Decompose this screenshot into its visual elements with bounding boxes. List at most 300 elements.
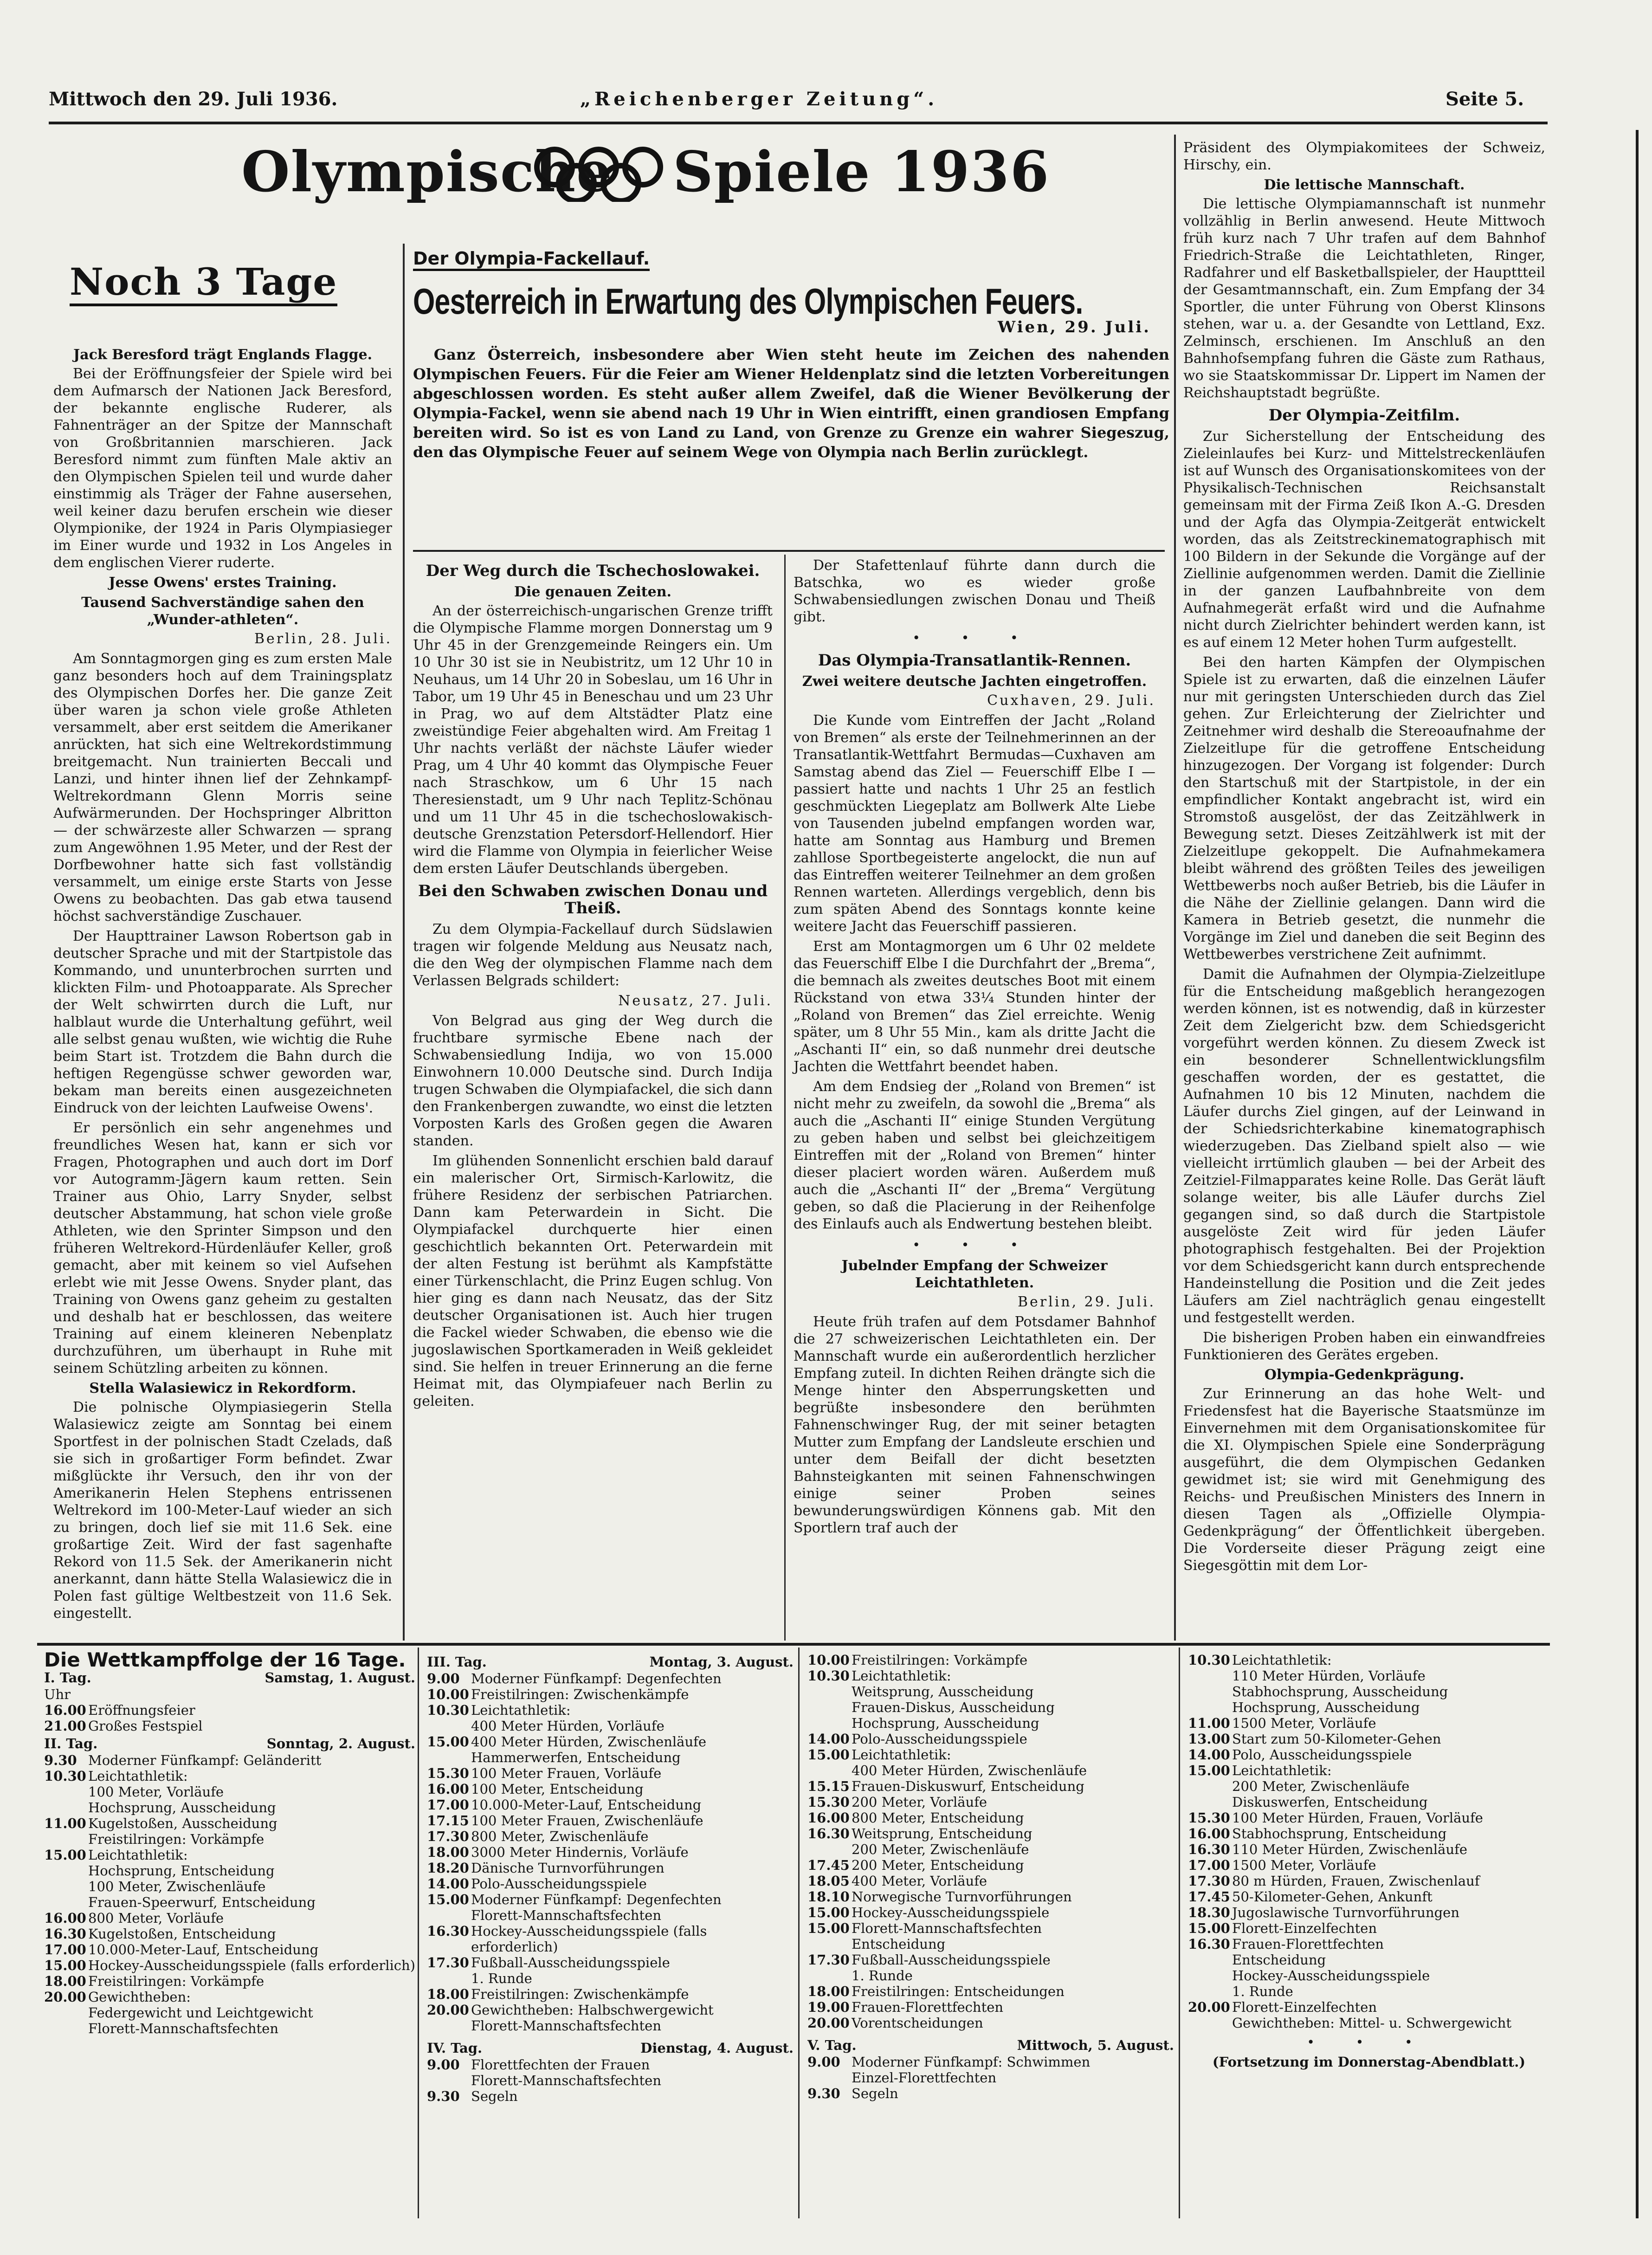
schedule-entry [44,1926,415,1942]
schedule-time: 17.00 [1188,1857,1230,1873]
schedule-event: 110 Meter Hürden, Vorläufe [1232,1668,1426,1684]
schedule-entry [1188,1936,1550,1952]
schedule-entry [427,1907,794,1923]
schedule-entry [44,2021,415,2036]
schedule-event: Freistilringen: Zwischenkämpfe [471,1686,689,1702]
schedule-event: Leichtathletik: [471,1702,571,1718]
schedule-event: Leichtathletik: [1232,1763,1332,1778]
schedule-time: 18.30 [1188,1905,1230,1920]
schedule-entry [1188,1794,1550,1810]
schedule-time: 9.00 [427,1671,460,1686]
schedule-entry [427,2002,794,2018]
header-page-number: Seite 5. [1446,88,1524,110]
schedule-entry [807,1794,1174,1810]
schedule-event: 100 Meter Frauen, Zwischenläufe [471,1813,703,1829]
schedule-entry [807,1857,1174,1873]
schedule-event: Diskuswerfen, Entscheidung [1232,1794,1428,1810]
transatlantic-paragraph-1: Die Kunde vom Eintreffen der Jacht „Roland von Bremen“ als erste der Teilnehmerinnen an der Transatlantik-Wettfahrt Bermudas—Cuxhaven am Samstag abend das Ziel — Feuerschiff Elbe I — passiert hatte und nachts 1 Uhr 25 an festlich geschmückten Liegeplatz am Bollwerk Alte Liebe von Tausenden jubelnd empfangen worden war, hatte am Sonntag aus Hamburg und Bremen zahllose Sportbegeisterte angelockt, die nun auf das Eintreffen weiterer Teilnehmer an dem großen Rennen warteten. Allerdings vergeblich, denn bis zum späten Abend des Sonntags konnte keine weitere Jacht das Feuerschiff passieren. [794,712,1155,935]
schedule-event: Hochsprung, Ausscheidung [852,1715,1039,1731]
schedule-entry [44,1800,415,1816]
czech-route-title: Der Weg durch die Tschechoslowakei. [426,562,760,580]
schedule-time: 16.30 [427,1923,469,1939]
schedule-entry [1188,1699,1550,1715]
banner-title-left: Olympische [241,139,613,205]
schedule-time: 15.00 [807,1747,850,1763]
schedule-entry [427,1844,794,1860]
schedule-entry [44,1910,415,1926]
schedule-time: 18.05 [807,1873,850,1889]
schedule-time: 15.00 [807,1920,850,1936]
schedule-time: 9.00 [807,2054,840,2070]
schedule-entry [1188,2015,1550,2031]
owens-paragraph-3: Er persönlich ein sehr angenehmes und freundliches Wesen hat, kann er sich vor Fragen, Photographen und auch dort im Dorf vor Autogramm-Jägern kaum retten. Sein Trainer aus Ohio, Larry Snyder, selbst deutscher Abstammung, hat schon viele große Athleten, wie den Sprinter Simpson und den früheren Weltrekord-Hürdenläufer Keller, groß gemacht, aber mit keinem so viel Aufsehen erlebt wie mit Jesse Owens. Snyder plant, das Training von Owens ganz geheim zu gestalten und deshalb hat er beschlossen, das weitere Training auf einem kleineren Nebenplatz durchzuführen, um überhaupt in Ruhe mit seinem Schützling arbeiten zu können. [53,1120,392,1376]
schedule-column-4 [1188,1652,1550,2070]
schedule-event: Moderner Fünfkampf: Degenfechten [471,1671,722,1686]
schedule-entry [807,1999,1174,2015]
schedule-entry [427,1813,794,1829]
schedule-event: 400 Meter Hürden, Zwischenläufe [471,1734,707,1750]
schedule-entry [427,1734,794,1750]
schedule-time: 16.00 [807,1810,850,1826]
schedule-time: 10.00 [427,1686,469,1702]
schedule-event: Norwegische Turnvorführungen [852,1889,1072,1905]
schedule-entry [427,1702,794,1718]
schedule-time: 16.30 [1188,1936,1230,1952]
lead-rule [413,550,1165,552]
schedule-time: 18.00 [427,1844,469,1860]
schedule-event: Florettfechten der Frauen [471,2057,650,2073]
schedule-time: 17.30 [807,1952,850,1968]
schedule-entry [427,1986,794,2002]
schedule-event: Hochsprung, Ausscheidung [88,1800,276,1816]
schedule-time: 17.45 [807,1857,850,1873]
latvian-title: Die lettische Mannschaft. [1264,177,1465,193]
swabians-paragraph-1: Von Belgrad aus ging der Weg durch die fruchtbare syrmische Ebene nach der Schwabensiedlung Indija, wo von 15.000 Einwohnern 10.000 Deutsche sind. Durch Indija trugen Schwaben die Olympiafackel, die sich dann den Frankenbergen zuwandte, wo einst die letzten Vorposten Karls des Großen gegen die Awaren standen. [413,1013,773,1149]
schedule-entry [1188,1778,1550,1794]
schedule-entry [44,1718,415,1734]
schedule-event: Freistilringen: Zwischenkämpfe [471,1986,689,2002]
schedule-entry [807,1778,1174,1794]
schedule-continuation-note: (Fortsetzung im Donnerstag-Abendblatt.) [1212,2054,1526,2070]
schedule-entry [427,1829,794,1844]
czech-route-text: An der österreichisch-ungarischen Grenze trifft die Olympische Flamme morgen Donnerstag um 9 Uhr 45 in der Grenzgemeinde Reingers ein. Um 10 Uhr 30 ist sie in Neubistritz, um 12 Uhr 10 in Neuhaus, um 14 Uhr 20 in Sobeslau, um 16 Uhr in Tabor, um 19 Uhr 45 in Beneschau und um 23 Uhr in Prag, wo auf dem Altstädter Platz eine zweistündige Feier abgehalten wird. Am Freitag 1 Uhr nachts verläßt der nächste Läufer wieder Prag, um 4 Uhr 40 kommt das Olympische Feuer nach Straschkow, um 6 Uhr 15 nach Theresienstadt, um 9 Uhr nach Teplitz-Schönau und um 11 Uhr 45 in die tschechoslowakisch-deutsche Grenzstation Petersdorf-Hellendorf. Hier wird die Flamme von Olympia in feierlicher Weise dem ersten Läufer Deutschlands übergeben. [413,603,773,877]
timefilm-paragraph-4: Die bisherigen Proben haben ein einwandfreies Funktionieren des Gerätes ergeben. [1183,1330,1545,1363]
schedule-rows [807,2054,1174,2101]
schedule-event: Segeln [852,2086,898,2101]
schedule-event: Start zum 50-Kilometer-Gehen [1232,1731,1441,1747]
schedule-entry [1188,1731,1550,1747]
schedule-event: Hockey-Ausscheidungsspiele [1232,1968,1430,1984]
schedule-event: Hockey-Ausscheidungsspiele (falls erforderlich) [88,1958,415,1973]
schedule-entry [44,1784,415,1800]
schedule-time [44,1800,88,1816]
transatlantic-paragraph-3: Am dem Endsieg der „Roland von Bremen“ ist nicht mehr zu zweifeln, da sowohl die „Brema“ als auch die „Aschanti II“ einige Stunden Vergütung zu geben haben und selbst bei gleichzeitigem Eintreffen mit der „Roland von Bremen“ hinter dieser placiert worden wären. Außerdem muß auch die „Aschanti II“ der „Brema“ Vergütung geben, so daß die Placierung in der Reihenfolge des Einlaufs auch als Endwertung bestehen bleibt. [794,1079,1155,1232]
owens-paragraph-1: Am Sonntagmorgen ging es zum ersten Male ganz besonders hoch auf dem Trainingsplatz des Olympischen Dorfes her. Die ganze Zeit über waren ja schon viele große Athleten versammelt, aber erst seitdem die Amerikaner anrückten, hat sich eine Weltrekordstimmung breitgemacht. Nun trainierten Beccali und Lanzi, und hinter ihnen lief der Zehnkampf-Weltrekordmann Glenn Morris seine Aufwärmerunden. Der Hochspringer Albritton — der schwärzeste aller Schwarzen — sprang zum Angewöhnen 1.95 Meter, und der Rest der Dorfbewohner hatte sich fast vollständig versammelt, um einige erste Starts von Jesse Owens zu beobachten. Das gab etwa tausend höchst sachverständige Zuschauer. [53,651,392,924]
schedule-time: 20.00 [44,1989,86,2005]
header-rule [49,122,1548,124]
schedule-time [1188,1668,1232,1684]
schedule-event: 1500 Meter, Vorläufe [1232,1857,1376,1873]
schedule-time [1188,2015,1232,2031]
timefilm-paragraph-3: Damit die Aufnahmen der Olympia-Zielzeitlupe für die Entscheidung maßgeblich herangezogen werden können, ist es notwendig, daß in kürzester Zeit dem Zielgericht bzw. dem Schiedsgericht vorgeführt werden können. Zu diesem Zweck ist ein besonderer Schnellentwicklungsfilm geschaffen worden, der es gestattet, die Aufnahmen 10 bis 12 Minuten, nachdem die Läufer durchs Ziel gingen, auf der Leinwand in der Schiedsrichterkabine kinematographisch wiederzugeben. Das Zielband spielt also — wie vielleicht irrtümlich glauben — bei der Arbeit des Zeitziel-Filmapparates keine Rolle. Das Gerät läuft solange weiter, bis alle Läufer durchs Ziel gegangen sind, so daß durch die Startpistole ausgelöste Zeit wird für jeden Läufer photographisch festgehalten. Bei der Projektion vor dem Schiedsgericht kann durch entsprechende Handeinstellung die Position und die Zeit jedes Läufers am Ziel nachträglich genau eingestellt und festgestellt werden. [1183,966,1545,1326]
schedule-time: 10.30 [44,1768,86,1784]
schedule-time: 15.15 [807,1778,850,1794]
transatlantic-subtitle: Zwei weitere deutsche Jachten eingetroffen. [802,673,1147,690]
schedule-entry [1188,1920,1550,1936]
transatlantic-title: Das Olympia-Transatlantik-Rennen. [818,651,1131,670]
schedule-entry [807,1684,1174,1699]
schedule-entry [427,1686,794,1702]
schedule-time: 16.30 [1188,1841,1230,1857]
schedule-event: 100 Meter Frauen, Vorläufe [471,1765,662,1781]
schedule-entry [1188,1841,1550,1857]
schedule-event: Hochsprung, Entscheidung [88,1863,275,1879]
schedule-event: 200 Meter, Zwischenläufe [852,1841,1029,1857]
schedule-event: Polo, Ausscheidungsspiele [1232,1747,1412,1763]
schedule-entry [427,2057,794,2073]
schedule-event: Florett-Mannschaftsfechten [471,2018,661,2034]
schedule-entry [44,1863,415,1879]
schedule-event: 800 Meter, Entscheidung [852,1810,1024,1826]
schedule-time: 21.00 [44,1718,86,1734]
owens-dateline: Berlin, 28. Juli. [254,631,392,647]
swabians-paragraph-2: Im glühenden Sonnenlicht erschien bald darauf ein malerischer Ort, Sirmisch-Karlowitz, die frühere Residenz der serbischen Patriarchen. Dann kam Peterwardein in Sicht. Die Olympiafackel durchquerte hier einen geschichtlich bekannten Ort. Peterwardein mit der alten Festung ist berühmt als Kampfstätte einer Türkenschlacht, die Prinz Eugen schlug. Von hier ging es dann nach Neusatz, das der Sitz deutscher Organisationen ist. Auch hier trugen die Fackel wieder Schwaben, die ebenso wie die jugoslawischen Sportkameraden in Weiß gekleidet sind. Sie helfen in treuer Erinnerung an die ferne Heimat mit, das Olympiafeuer nach Berlin zu geleiten. [413,1153,773,1409]
schedule-entry [427,1876,794,1892]
schedule-time: 18.20 [427,1860,469,1876]
schedule-event: 1. Runde [1232,1984,1293,1999]
schedule-event: Entscheidung [852,1936,946,1952]
schedule-entry [427,1671,794,1686]
schedule-time: 16.00 [44,1910,86,1926]
coinage-title: Olympia-Gedenkprägung. [1264,1367,1465,1383]
schedule-event: Weitsprung, Ausscheidung [852,1684,1034,1699]
swabians-title: Bei den Schwaben zwischen Donau und Theiß. [418,882,768,918]
schedule-event: 3000 Meter Hindernis, Vorläufe [471,1844,689,1860]
owens-title: Jesse Owens' erstes Training. [109,575,337,591]
schedule-event: Freistilringen: Entscheidungen [852,1984,1065,1999]
schedule-event: Kugelstoßen, Entscheidung [88,1926,276,1942]
schedule-entry [1188,1684,1550,1699]
schedule-time: 20.00 [807,2015,850,2031]
schedule-time: 18.00 [807,1984,850,1999]
schedule-time [1188,1684,1232,1699]
schedule-entry [44,1702,415,1718]
separator-stars: • • • [912,630,1037,646]
schedule-time [807,2070,852,2086]
column-divider [403,244,405,1641]
schedule-time: 17.30 [1188,1873,1230,1889]
schedule-time [1188,1968,1232,1984]
schedule-event: Hockey-Ausscheidungsspiele [852,1905,1050,1920]
schedule-day-1: I. Tag. Samstag, 1. August. [44,1670,415,1686]
schedule-entry [807,1652,1174,1668]
schedule-column-2 [427,1652,794,2104]
schedule-rows [44,1702,415,1734]
schedule-entry [807,1905,1174,1920]
schedule-time: 9.30 [427,2088,460,2104]
schedule-entry [1188,1652,1550,1668]
schedule-entry [1188,1668,1550,1684]
relay-continuation: Der Stafettenlauf führte dann durch die Batschka, wo es wieder große Schwabensiedlungen zwischen Donau und Theiß gibt. [794,557,1155,625]
schedule-rows [427,1671,794,2034]
schedule-event: Polo-Ausscheidungsspiele [471,1876,647,1892]
schedule-time [44,1784,88,1800]
schedule-time: 16.30 [44,1926,86,1942]
schedule-entry [1188,1826,1550,1841]
schedule-time: 11.00 [44,1816,86,1831]
schedule-time [807,1841,852,1857]
schedule-event: Florett-Mannschaftsfechten [852,1920,1042,1936]
swiss-text: Heute früh trafen auf dem Potsdamer Bahnhof die 27 schweizerischen Leichtathleten ein. Der Mannschaft wurde ein außerordentlich herzlicher Empfang zuteil. In dichten Reihen drängte sich die Menge hinter den Absperrungsketten und begrüßte insbesondere den berühmten Fahnenschwinger Rug, der mit seiner betagten Mutter zum Empfang der Landsleute erschien und unter dem Beifall der dicht besetzten Bahnsteigkanten mit seinen Fahnenschwingen einige seiner Proben seines bewunderungswürdigen Könnens gab. Mit den Sportlern traf auch der [794,1314,1155,1536]
schedule-day-2: II. Tag. Sonntag, 2. August. [44,1736,415,1751]
schedule-event: Leichtathletik: [852,1747,951,1763]
schedule-entry [427,1923,794,1955]
schedule-entry [44,1942,415,1958]
schedule-entry [807,1968,1174,1984]
schedule-time: 9.00 [427,2057,460,2073]
schedule-event: 1. Runde [471,1971,532,1986]
timefilm-title: Der Olympia-Zeitfilm. [1268,406,1460,425]
walasiewicz-text: Die polnische Olympiasiegerin Stella Walasiewicz zeigte am Sonntag bei einem Sportfest in der polnischen Stadt Czelads, daß sie sich in großartiger Form befindet. Zwar mißglückte ihr Versuch, den ihr von der Amerikanerin Helen Stephens entrissenen Weltrekord im 100-Meter-Lauf wieder an sich zu bringen, doch lief sie mit 11.6 Sek. eine großartige Zeit. Wird der fast sagenhafte Rekord von 11.5 Sek. der Amerikanerin nicht anerkannt, dann hätte Stella Walasiewicz die in Polen fast gültige Weltbestzeit von 11.6 Sek. eingestellt. [53,1399,392,1622]
schedule-entry [1188,1763,1550,1778]
schedule-time: 10.00 [807,1652,850,1668]
schedule-event: Jugoslawische Turnvorführungen [1232,1905,1460,1920]
olympic-rings-icon [529,146,668,202]
schedule-time: 14.00 [427,1876,469,1892]
schedule-entry [1188,1747,1550,1763]
center-story [413,248,1169,462]
schedule-event: Hockey-Ausscheidungsspiele (falls erforderlich) [471,1923,707,1955]
schedule-entry [427,1797,794,1813]
schedule-time [44,1863,88,1879]
schedule-event: 200 Meter, Vorläufe [852,1794,987,1810]
timefilm-paragraph-2: Bei den harten Kämpfen der Olympischen Spiele ist zu erwarten, daß die einzelnen Läufer nur mit geringsten Unterschieden durch das Ziel gehen. Zur Erleichterung der Zielrichter und Zeitnehmer wird deshalb die Stereoaufnahme der Zielzeitlupe für die getroffene Entscheidung hinzugezogen. Der Vorgang ist folgender: Durch den Startschuß mit der Startpistole, in der ein empfindlicher Kontakt angebracht ist, wird ein Stromstoß ausgelöst, der das Zeitzählwerk in Bewegung setzt. Dieses Zeitzählwerk ist mit der Zielzeitlupe gekoppelt. Die Aufnahmekamera bleibt während des größten Teiles des jeweiligen Wettbewerbs noch außer Betrieb, bis die Läufer in die Nähe der Ziellinie gelangen. Dann wird die Kamera in Betrieb gesetzt, die nunmehr die Vorgänge im Ziel und daneben die seit Beginn des Wettbewerbes verstrichene Zeit aufnimmt. [1183,654,1545,963]
schedule-time: 15.00 [44,1958,86,1973]
timefilm-paragraph-1: Zur Sicherstellung der Entscheidung des Zieleinlaufes bei Kurz- und Mittelstreckenläufen ist auf Wunsch des Organisationskomitees von der Physikalisch-Technischen Reichsanstalt gemeinsam mit der Firma Zeiß Ikon A.-G. Dresden und der Agfa das Olympia-Zeitgerät entwickelt worden, das als Zeitstreckinematographisch mit 100 Bildern in der Sekunde die Vorgänge auf der Ziellinie aufgenommen werden. Damit die Ziellinie in der ganzen Laufbahnbreite von dem Aufnahmegerät erfaßt wird und die Aufnahme nicht durch Zielrichter behindert werden kann, ist es auf einem 12 Meter hohen Turm aufgestellt. [1183,428,1545,651]
schedule-event: Freistilringen: Vorkämpfe [852,1652,1028,1668]
schedule-time: 15.00 [427,1892,469,1907]
header-paper-name: „Reichenberger Zeitung“. [580,88,938,110]
czech-route-subtitle: Die genauen Zeiten. [514,584,671,600]
schedule-entry [427,1781,794,1797]
schedule-entry [1188,1952,1550,1968]
schedule-entry [44,1989,415,2005]
schedule-event: Freistilringen: Vorkämpfe [88,1831,265,1847]
schedule-time: 19.00 [807,1999,850,2015]
schedule-entry [807,1668,1174,1684]
schedule-time: 15.00 [427,1734,469,1750]
walasiewicz-title: Stella Walasiewicz in Rekordform. [89,1380,356,1396]
owens-subtitle: Tausend Sachverständige sahen den „Wunder-athleten“. [81,594,364,628]
schedule-event: Hochsprung, Ausscheidung [1232,1699,1420,1715]
column-divider [1174,135,1176,1641]
schedule-event: 100 Meter, Vorläufe [88,1784,224,1800]
column-1 [53,343,392,1625]
schedule-entry [427,1765,794,1781]
swiss-dateline: Berlin, 29. Juli. [1017,1294,1155,1310]
schedule-entry [44,2005,415,2021]
schedule-event: 400 Meter, Vorläufe [852,1873,987,1889]
schedule-entry [427,1892,794,1907]
schedule-entry [807,1873,1174,1889]
schedule-time: 16.30 [807,1826,850,1841]
schedule-entry [44,1973,415,1989]
schedule-event: Florett-Mannschaftsfechten [88,2021,278,2036]
schedule-entry [807,1984,1174,1999]
schedule-event: 400 Meter Hürden, Vorläufe [471,1718,665,1734]
schedule-entry [807,1826,1174,1841]
torch-relay-lead: Ganz Österreich, insbesondere aber Wien steht heute im Zeichen des nahenden Olympischen Feuers. Für die Feier am Wiener Heldenplatz sind die letzten Vorbereitungen abgeschlossen worden. Es steht außer allem Zweifel, daß die Wiener Bevölkerung der Olympia-Fackel, wenn sie abend nach 19 Uhr in Wien eintrifft, einen grandiosen Empfang bereiten wird. So ist es von Land zu Land, von Grenze zu Grenze ein wahrer Siegeszug, den das Olympische Feuer auf seinem Wege von Olympia nach Berlin zurücklegt. [413,346,1169,461]
schedule-event: 10.000-Meter-Lauf, Entscheidung [88,1942,319,1958]
schedule-event: Frauen-Diskuswurf, Entscheidung [852,1778,1084,1794]
schedule-event: Moderner Fünfkampf: Degenfechten [471,1892,722,1907]
banner-title-right: Spiele 1936 [673,139,1050,205]
schedule-entry [1188,1857,1550,1873]
schedule-event: Entscheidung [1232,1952,1326,1968]
schedule-event: Freistilringen: Vorkämpfe [88,1973,265,1989]
latvian-text: Die lettische Olympiamannschaft ist nunmehr vollzählig in Berlin anwesend. Heute Mittwoch früh kurz nach 7 Uhr trafen auf dem Bahnhof Friedrich-Straße die Leichtathleten, Ringer, Radfahrer und elf Basketballspieler, der Haupttteil der Gesamtmannschaft, ein. Zum Empfang der 34 Sportler, die unter Führung von Oberst Klinsons stehen, war u. a. der Gesandte von Lettland, Exz. Zelminsch, erschienen. Im Anschluß an den Bahnhofsempfang fuhren die Gäste zum Rathaus, wo sie Staatskommissar Dr. Lippert im Namen der Reichshauptstadt begrüßte. [1183,196,1545,401]
schedule-entry [427,1860,794,1876]
beresford-title: Jack Beresford trägt Englands Flagge. [73,347,373,363]
swabians-intro: Zu dem Olympia-Fackellauf durch Südslawien tragen wir folgende Meldung aus Neusatz nach, die den Weg der olympischen Flamme nach dem Verlassen Belgrads schildert: [413,921,773,989]
schedule-event: Frauen-Florettfechten [1232,1936,1384,1952]
schedule-entry [44,1768,415,1784]
schedule-time [44,1894,88,1910]
schedule-time: 13.00 [1188,1731,1230,1747]
schedule-day-3: III. Tag. Montag, 3. August. [427,1654,794,1670]
schedule-entry [44,1894,415,1910]
schedule-time: 14.00 [807,1731,850,1747]
schedule-event: 100 Meter, Entscheidung [471,1781,644,1797]
schedule-entry [807,1699,1174,1715]
column-3 [794,557,1155,1539]
schedule-event: 50-Kilometer-Gehen, Ankunft [1232,1889,1433,1905]
schedule-time: 15.00 [807,1905,850,1920]
schedule-event: Leichtathletik: [1232,1652,1332,1668]
schedule-entry [807,1763,1174,1778]
schedule-time [44,2005,88,2021]
schedule-entry [807,1810,1174,1826]
schedule-time: 14.00 [1188,1747,1230,1763]
schedule-entry [44,1847,415,1863]
schedule-event: Hammerwerfen, Entscheidung [471,1750,681,1765]
schedule-event: 100 Meter Hürden, Frauen, Vorläufe [1232,1810,1483,1826]
schedule-time [44,1831,88,1847]
column-4 [1183,139,1545,1577]
schedule-entry [1188,1715,1550,1731]
swiss-title: Jubelnder Empfang der Schweizer Leichtathleten. [841,1258,1108,1291]
schedule-time [427,1718,471,1734]
schedule-event: Moderner Fünfkampf: Geländeritt [88,1752,322,1768]
schedule-entry [807,1952,1174,1968]
schedule-entry [44,1879,415,1894]
torch-relay-headline: Oesterreich in Erwartung des Olympischen Feuers. [413,281,1083,322]
schedule-event: 1500 Meter, Vorläufe [1232,1715,1376,1731]
schedule-event: 400 Meter Hürden, Zwischenläufe [852,1763,1087,1778]
separator-stars: • • • [1307,2035,1431,2050]
schedule-event: 200 Meter, Zwischenläufe [1232,1778,1410,1794]
schedule-event: Stabhochsprung, Ausscheidung [1232,1684,1448,1699]
schedule-entry [427,1718,794,1734]
schedule-time [44,2021,88,2036]
schedule-entry [44,1958,415,1973]
schedule-time: 17.30 [427,1955,469,1971]
schedule-time: 15.30 [1188,1810,1230,1826]
schedule-time: 10.30 [807,1668,850,1684]
schedule-rows [1188,1652,1550,2031]
schedule-event: Vorentscheidungen [852,2015,983,2031]
schedule-time: 20.00 [1188,1999,1230,2015]
schedule-top-rule [37,1643,1550,1646]
schedule-entry [427,2018,794,2034]
schedule-entry [427,1971,794,1986]
schedule-entry [427,1955,794,1971]
schedule-entry [427,1750,794,1765]
countdown-headline: Noch 3 Tage [70,260,337,306]
schedule-event: Florett-Mannschaftsfechten [471,2073,661,2088]
schedule-entry [1188,1968,1550,1984]
schedule-time [427,1971,471,1986]
schedule-rows [807,1652,1174,2031]
schedule-time [807,1763,852,1778]
schedule-event: 1. Runde [852,1968,913,1984]
schedule-entry [427,2073,794,2088]
schedule-entry [807,2070,1174,2086]
schedule-event: Polo-Ausscheidungsspiele [852,1731,1027,1747]
schedule-entry [807,1841,1174,1857]
schedule-entry [44,1831,415,1847]
schedule-day-5: V. Tag. Mittwoch, 5. August. [807,2037,1174,2053]
schedule-event: Frauen-Speerwurf, Entscheidung [88,1894,316,1910]
schedule-time: 15.30 [427,1765,469,1781]
schedule-event: Großes Festspiel [88,1718,203,1734]
schedule-time [1188,1984,1232,1999]
schedule-column-1 [44,1648,415,2036]
schedule-time: 18.00 [44,1973,86,1989]
schedule-time: 11.00 [1188,1715,1230,1731]
schedule-entry [807,1889,1174,1905]
header-date: Mittwoch den 29. Juli 1936. [49,88,338,110]
schedule-event: Einzel-Florettfechten [852,2070,997,2086]
schedule-time: 17.00 [427,1797,469,1813]
schedule-time: 17.30 [427,1829,469,1844]
swabians-dateline: Neusatz, 27. Juli. [618,993,773,1009]
schedule-event: Leichtathletik: [88,1768,188,1784]
schedule-entry [1188,1984,1550,1999]
swiss-continuation: Präsident des Olympiakomitees der Schweiz, Hirschy, ein. [1183,140,1545,173]
schedule-time: 10.30 [427,1702,469,1718]
schedule-event: Frauen-Florettfechten [852,1999,1004,2015]
schedule-time: 18.10 [807,1889,850,1905]
column-divider [784,555,786,1641]
column-divider [418,1648,419,2218]
schedule-entry [427,2088,794,2104]
beresford-text: Bei der Eröffnungsfeier der Spiele wird bei dem Aufmarsch der Nationen Jack Beresford, der bekannte englische Ruderer, als Fahnenträger an der Spitze der Mannschaft von Großbritannien marschieren. Jack Beresford nimmt zum fünften Male aktiv an den Olympischen Spielen teil und wurde daher einstimmig als Träger der Fahne ausersehen, weil keiner dazu berufen erschein wie dieser Olympionike, der 1924 in Paris Olympiasieger im Einer wurde und 1932 in Los Angeles in dem englischen Vierer ruderte. [53,366,392,571]
schedule-time [807,1968,852,1984]
schedule-time: 10.30 [1188,1652,1230,1668]
schedule-entry [807,2054,1174,2070]
schedule-time [1188,1952,1232,1968]
schedule-event: 800 Meter, Vorläufe [88,1910,224,1926]
coinage-text: Zur Erinnerung an das hohe Welt- und Friedensfest hat die Bayerische Staatsmünze im Einvernehmen mit dem Organisationskomitee für die XI. Olympischen Spiele eine Sonderprägung ausgeführt, die dem Olympischen Gedanken gewidmet ist; sie wird mit Genehmigung des Reichs- und Preußischen Ministers des Innern in diesen Tagen als „Offizielle Olympia-Gedenkprägung“ der Öffentlichkeit übergeben. Die Vorderseite dieser Prägung zeigt eine Siegesgöttin mit dem Lor- [1183,1386,1545,1574]
column-divider [798,1648,800,2218]
schedule-event: 800 Meter, Zwischenläufe [471,1829,649,1844]
schedule-event: 100 Meter, Zwischenläufe [88,1879,266,1894]
transatlantic-paragraph-2: Erst am Montagmorgen um 6 Uhr 02 meldete das Feuerschiff Elbe I die Durchfahrt der „Brema“, die bemnach als zweites deutsches Boot mit einem Rückstand von etwa 33¼ Stunden hinter der „Roland von Bremen“ das Ziel erreichte. Wenig später, um 8 Uhr 55 Min., kam als dritte Jacht die „Aschanti II“ ein, so daß nunmehr drei deutsche Jachten die Wettfahrt beendet haben. [794,938,1155,1075]
schedule-time: 15.00 [1188,1763,1230,1778]
schedule-time [427,1907,471,1923]
schedule-time: 15.00 [1188,1920,1230,1936]
